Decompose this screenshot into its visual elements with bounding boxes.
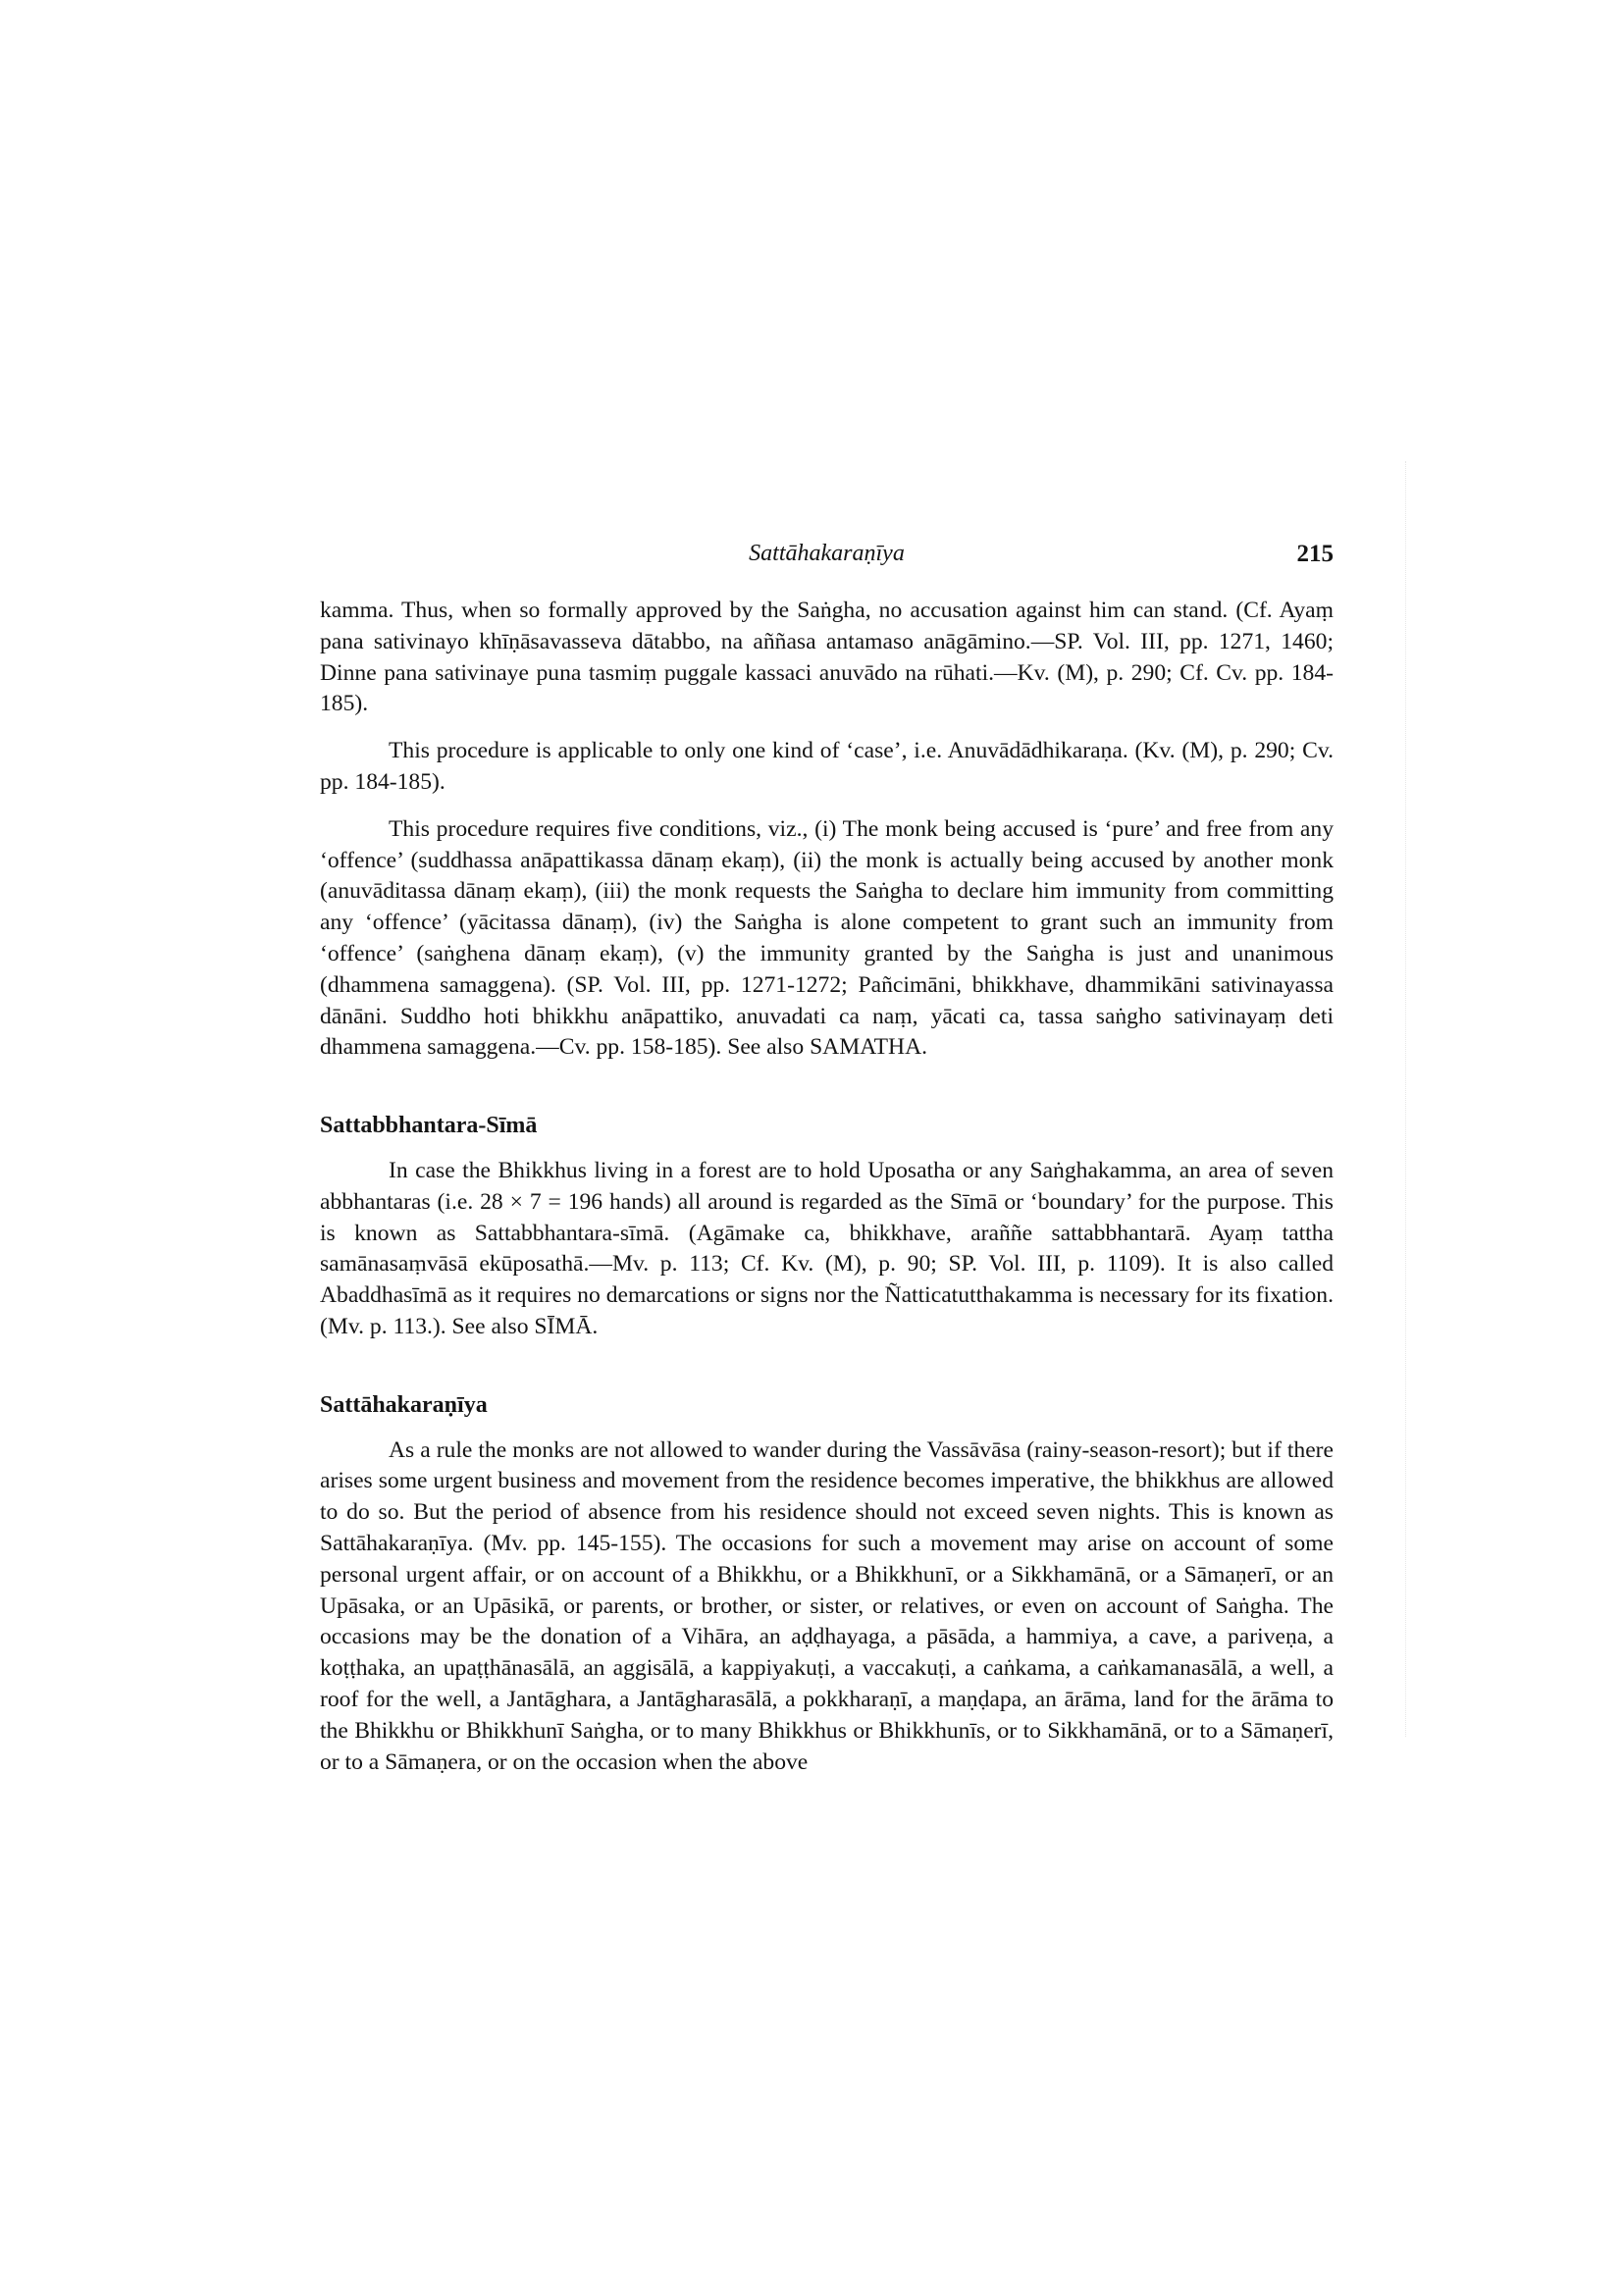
running-head (320, 541, 1334, 580)
scan-margin-rule (1405, 461, 1407, 1737)
paragraph-sattabbhantara-sima: In case the Bhikkhus living in a forest are to hold Uposatha or any Saṅghakamma, an area of seven abbhantaras (i.e. 28 × 7 = 196 hands) all around is regarded as the Sīmā or ‘boundary’ for the purpose. This is known as Sattabbhantara-sīmā. (Agāmake ca, bhikkhave, araññe sattabbhantarā. Ayaṃ tattha samānasaṃvāsā ekūposathā.—Mv. p. 113; Cf. Kv. (M), p. 90; SP. Vol. III, p. 1109). It is also called Abaddhasīmā as it requires no demarcations or signs nor the Ñatticatutthakamma is necessary for its fixation. (Mv. p. 113.). See also SĪMĀ. (320, 1157, 1334, 1339)
paragraph-five-conditions: This procedure requires five conditions, viz., (i) The monk being accused is ‘pure’ and free from any ‘offence’ (suddhassa anāpattikassa dānaṃ ekaṃ), (ii) the monk is actually being accused by another monk (anuvāditassa dānaṃ ekaṃ), (iii) the monk requests the Saṅgha to declare him immunity from committing any ‘offence’ (yācitassa dānaṃ), (iv) the Saṅgha is alone competent to grant such an immunity from ‘offence’ (saṅghena dānaṃ ekaṃ), (v) the immunity granted by the Saṅgha is just and unanimous (dhammena samaggena). (SP. Vol. III, pp. 1271-1272; Pañcimāni, bhikkhave, dhammikāni sativinayassa dānāni. Suddho hoti bhikkhu anāpattiko, anuvadati ca naṃ, yācati ca, tassa saṅgho sativinayaṃ deti dhammena samaggena.—Cv. pp. 158-185). See also SAMATHA. (320, 815, 1334, 1061)
page-content (320, 596, 1334, 1778)
paragraph-sattahakaraniya: As a rule the monks are not allowed to wander during the Vassāvāsa (rainy-season-resort); but if there arises some urgent business and movement from the residence becomes imperative, the bhikkhus are allowed to do so. But the period of absence from his residence should not exceed seven nights. This is known as Sattāhakaraṇīya. (Mv. pp. 145-155). The occasions for such a movement may arise on account of some personal urgent affair, or on account of a Bhikkhu, or a Bhikkhunī, or a Sikkhamānā, or a Sāmaṇerī, or an Upāsaka, or an Upāsikā, or parents, or brother, or sister, or relatives, or even on account of Saṅgha. The occasions may be the donation of a Vihāra, an aḍḍhayaga, a pāsāda, a hammiya, a cave, a pariveṇa, a koṭṭhaka, an upaṭṭhānasālā, an aggisālā, a kappiyakuṭi, a vaccakuṭi, a caṅkama, a caṅkamanasālā, a well, a roof for the well, a Jantāghara, a Jantāgharasālā, a pokkharaṇī, a maṇḍapa, an ārāma, land for the ārāma to the Bhikkhu or Bhikkhunī Saṅgha, or to many Bhikkhus or Bhikkhunīs, or to Sikkhamānā, or to a Sāmaṇerī, or to a Sāmaṇera, or on the occasion when the above (320, 1436, 1334, 1775)
running-title: Sattāhakaraṇīya (749, 541, 905, 566)
entry-heading-sattabbhantara-sima: Sattabbhantara-Sīmā (320, 1113, 538, 1139)
paragraph-applicability: This procedure is applicable to only one kind of ‘case’, i.e. Anuvādādhikaraṇa. (Kv. (M), p. 290; Cv. pp. 184-185). (320, 738, 1334, 795)
entry-heading-sattahakaraniya: Sattāhakaraṇīya (320, 1391, 488, 1418)
page-number: 215 (1296, 541, 1334, 567)
paragraph-continuation: kamma. Thus, when so formally approved by the Saṅgha, no accusation against him can stand. (Cf. Ayaṃ pana sativinayo khīṇāsavasseva dātabbo, na aññasa antamaso anāgāmino.—SP. Vol. III, pp. 1271, 1460; Dinne pana sativinaye puna tasmiṃ puggale kassaci anuvādo na rūhati.—Kv. (M), p. 290; Cf. Cv. pp. 184-185). (320, 598, 1334, 717)
